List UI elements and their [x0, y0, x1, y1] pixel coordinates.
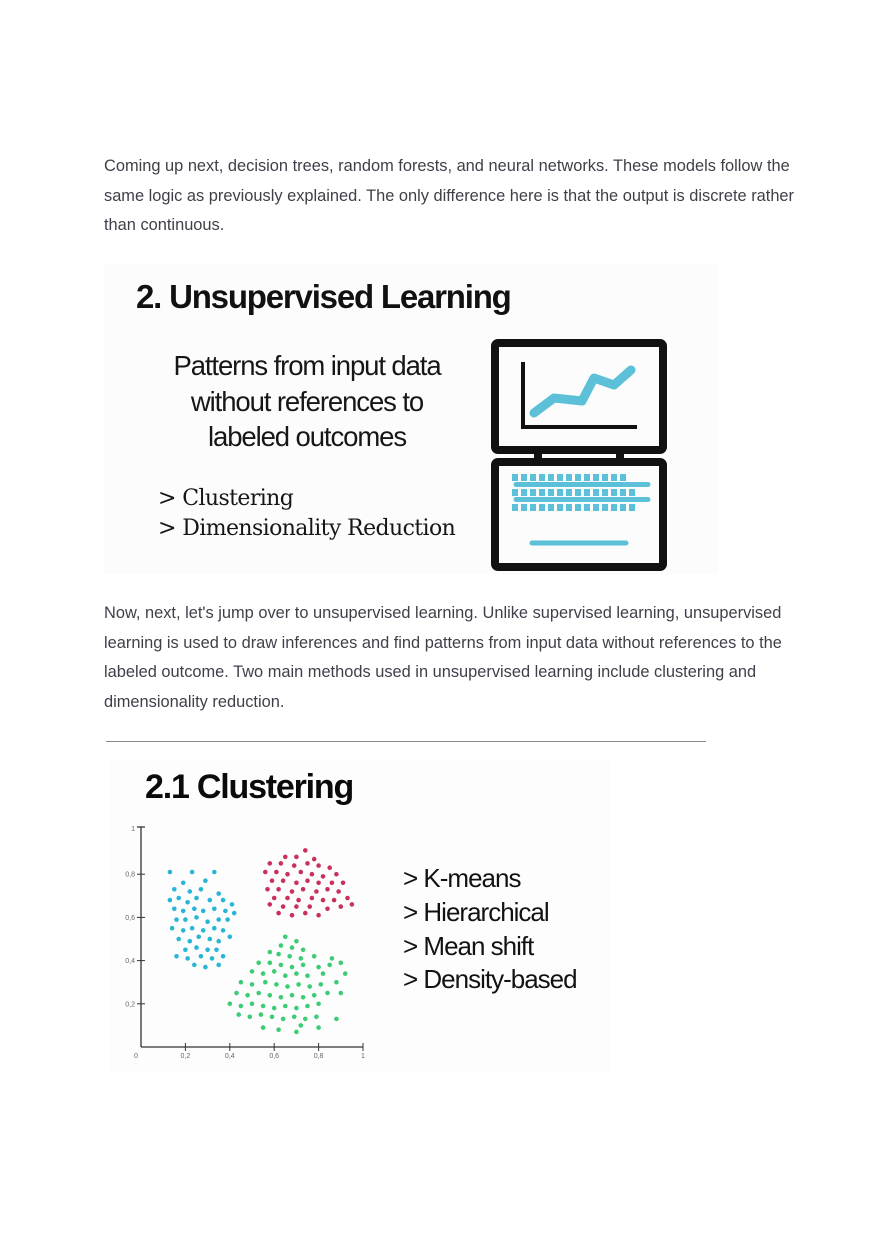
data-point — [274, 870, 279, 875]
data-point — [316, 1025, 321, 1030]
data-point — [259, 1012, 264, 1017]
data-point — [261, 971, 266, 976]
keyboard-key — [602, 504, 608, 511]
cluster-scatter-plot — [110, 760, 380, 1072]
data-point — [223, 909, 228, 914]
keyboard-key — [611, 504, 617, 511]
x-tick-label: 0,8 — [313, 1053, 324, 1060]
keyboard-key — [602, 474, 608, 481]
data-point — [196, 935, 201, 940]
method-item-clustering: > Clustering — [158, 486, 294, 511]
data-point — [330, 956, 335, 961]
data-point — [294, 855, 299, 860]
intro-paragraph: Coming up next, decision trees, random forests, and neural networks. These models follow the same logic as previously explained. The only difference here is that the output is discrete rather than continuous. — [104, 157, 795, 235]
algorithm-item-mean-shift: > Mean shift — [403, 930, 534, 961]
data-point — [290, 965, 295, 970]
data-point — [172, 887, 177, 892]
data-point — [245, 993, 250, 998]
data-point — [334, 872, 339, 877]
data-point — [221, 928, 226, 933]
data-point — [176, 896, 181, 901]
data-point — [221, 954, 226, 959]
data-point — [199, 954, 204, 959]
data-point — [199, 887, 204, 892]
keyboard-rows — [512, 474, 648, 511]
data-point — [279, 963, 284, 968]
data-point — [205, 919, 210, 924]
data-point — [292, 863, 297, 868]
data-point — [285, 896, 290, 901]
data-point — [290, 889, 295, 894]
data-point — [201, 909, 206, 914]
data-point — [316, 913, 321, 918]
data-point — [192, 963, 197, 968]
slide-title: 2.1 Clustering — [145, 768, 354, 806]
algorithm-list — [403, 862, 577, 997]
data-point — [261, 1004, 266, 1009]
data-point — [327, 865, 332, 870]
x-tick-label: 0,6 — [269, 1053, 280, 1060]
data-point — [272, 896, 277, 901]
description-line: without references to — [190, 385, 424, 417]
data-point — [216, 891, 221, 896]
method-list — [158, 484, 455, 544]
keyboard-key — [584, 504, 590, 511]
data-point — [236, 1012, 241, 1017]
data-point — [316, 1002, 321, 1007]
data-point — [174, 954, 179, 959]
keyboard-key — [512, 489, 518, 496]
keyboard-key — [539, 489, 545, 496]
algorithm-item-k-means: > K-means — [403, 863, 521, 893]
data-point — [268, 902, 273, 907]
data-point — [268, 993, 273, 998]
keyboard-key — [593, 474, 599, 481]
data-point — [294, 1030, 299, 1035]
data-point — [345, 896, 350, 901]
data-point — [350, 902, 355, 907]
data-point — [281, 878, 286, 883]
data-point — [316, 863, 321, 868]
data-point — [294, 881, 299, 886]
data-point — [174, 917, 179, 922]
data-point — [321, 898, 326, 903]
data-point — [305, 973, 310, 978]
keyboard-key — [575, 489, 581, 496]
data-point — [305, 878, 310, 883]
data-point — [250, 982, 255, 987]
data-point — [212, 926, 217, 931]
x-tick-label: 0,4 — [224, 1053, 235, 1060]
keyboard-key — [530, 474, 536, 481]
data-point — [303, 1017, 308, 1022]
series-crimson-cluster — [263, 848, 354, 917]
data-point — [314, 1015, 319, 1020]
data-point — [256, 991, 261, 996]
data-point — [225, 917, 230, 922]
data-point — [301, 995, 306, 1000]
data-point — [334, 980, 339, 985]
y-tick-label: 0,4 — [125, 958, 135, 966]
data-point — [181, 881, 186, 886]
algorithm-item-hierarchical: > Hierarchical — [403, 896, 549, 927]
data-point — [188, 939, 193, 944]
data-point — [294, 1006, 299, 1011]
x-tick-label: 0 — [134, 1053, 138, 1060]
data-point — [232, 911, 237, 916]
keyboard-key — [620, 504, 626, 511]
data-point — [290, 913, 295, 918]
data-point — [305, 1004, 310, 1009]
data-point — [228, 935, 233, 940]
data-point — [216, 963, 221, 968]
data-point — [230, 902, 235, 907]
data-point — [285, 872, 290, 877]
keyboard-key — [566, 489, 572, 496]
data-point — [216, 917, 221, 922]
data-point — [183, 917, 188, 922]
data-point — [276, 887, 281, 892]
keyboard-key — [575, 504, 581, 511]
data-point — [268, 861, 273, 866]
data-point — [294, 971, 299, 976]
data-point — [201, 928, 206, 933]
data-point — [341, 881, 346, 886]
data-point — [316, 881, 321, 886]
data-point — [250, 1002, 255, 1007]
data-point — [283, 935, 288, 940]
keyboard-key — [566, 474, 572, 481]
keyboard-key — [620, 489, 626, 496]
keyboard-key — [512, 474, 518, 481]
data-point — [170, 926, 175, 931]
data-point — [312, 954, 317, 959]
data-point — [194, 945, 199, 950]
data-point — [212, 907, 217, 912]
data-point — [192, 907, 197, 912]
data-point — [194, 915, 199, 920]
keyboard-key — [593, 504, 599, 511]
data-point — [299, 1023, 304, 1028]
keyboard-key — [521, 489, 527, 496]
keyboard-key — [629, 504, 635, 511]
data-point — [279, 995, 284, 1000]
data-point — [203, 965, 208, 970]
data-point — [208, 898, 213, 903]
data-point — [276, 911, 281, 916]
data-point — [239, 1004, 244, 1009]
data-point — [343, 971, 348, 976]
data-point — [325, 887, 330, 892]
data-point — [181, 928, 186, 933]
x-tick-label: 0,2 — [180, 1053, 191, 1060]
data-point — [279, 943, 284, 948]
data-point — [339, 961, 344, 966]
data-point — [299, 956, 304, 961]
unsupervised-learning-slide — [104, 264, 718, 574]
algorithm-item-density-based: > Density-based — [403, 964, 577, 995]
data-point — [183, 948, 188, 953]
data-point — [330, 881, 335, 886]
data-point — [325, 991, 330, 996]
data-point — [194, 896, 199, 901]
keyboard-key — [611, 474, 617, 481]
data-point — [307, 904, 312, 909]
data-point — [307, 984, 312, 989]
data-point — [287, 954, 292, 959]
data-point — [276, 1027, 281, 1032]
data-point — [305, 861, 310, 866]
keyboard-key — [539, 474, 545, 481]
keyboard-key — [548, 474, 554, 481]
data-point — [281, 904, 286, 909]
keyboard-key — [557, 489, 563, 496]
data-point — [205, 948, 210, 953]
data-point — [303, 848, 308, 853]
data-point — [294, 904, 299, 909]
data-point — [332, 898, 337, 903]
keyboard-key — [611, 489, 617, 496]
data-point — [268, 961, 273, 966]
data-point — [228, 1002, 233, 1007]
data-point — [263, 870, 268, 875]
data-point — [301, 887, 306, 892]
data-point — [316, 965, 321, 970]
data-point — [339, 991, 344, 996]
description-line: Patterns from input data — [173, 350, 441, 381]
keyboard-key — [557, 474, 563, 481]
keyboard-key — [521, 504, 527, 511]
data-point — [190, 870, 195, 875]
slide-description — [144, 348, 470, 455]
data-point — [339, 904, 344, 909]
data-point — [212, 870, 217, 875]
data-point — [321, 971, 326, 976]
data-point — [301, 948, 306, 953]
computer-chart-icon — [490, 338, 670, 572]
data-point — [265, 887, 270, 892]
data-point — [203, 878, 208, 883]
data-point — [234, 991, 239, 996]
data-point — [290, 993, 295, 998]
data-point — [292, 1015, 297, 1020]
data-point — [168, 870, 173, 875]
data-point — [270, 1015, 275, 1020]
data-point — [336, 889, 341, 894]
y-tick-label: 0,6 — [125, 914, 135, 922]
keyboard-key — [629, 489, 635, 496]
data-point — [185, 956, 190, 961]
y-tick-label: 1 — [131, 826, 135, 833]
description-line: labeled outcomes — [208, 421, 406, 452]
data-point — [281, 1017, 286, 1022]
y-tick-label: 0,8 — [125, 871, 135, 879]
data-point — [168, 898, 173, 903]
data-point — [263, 980, 268, 985]
keyboard-key — [530, 504, 536, 511]
data-point — [327, 963, 332, 968]
keyboard-key — [620, 474, 626, 481]
data-point — [172, 907, 177, 912]
keyboard-key — [521, 474, 527, 481]
data-point — [299, 870, 304, 875]
data-point — [303, 911, 308, 916]
data-point — [310, 872, 315, 877]
data-point — [312, 857, 317, 862]
data-point — [279, 861, 284, 866]
data-point — [216, 939, 221, 944]
keyboard-key — [584, 474, 590, 481]
data-point — [239, 980, 244, 985]
data-point — [261, 1025, 266, 1030]
data-point — [283, 1004, 288, 1009]
data-point — [190, 926, 195, 931]
data-point — [248, 1015, 253, 1020]
data-point — [181, 909, 186, 914]
data-point — [310, 896, 315, 901]
data-point — [314, 889, 319, 894]
data-point — [214, 948, 219, 953]
data-point — [250, 969, 255, 974]
data-point — [296, 898, 301, 903]
section-divider — [106, 741, 706, 742]
data-point — [185, 900, 190, 905]
data-point — [272, 1006, 277, 1011]
data-point — [272, 969, 277, 974]
data-point — [296, 982, 301, 987]
keyboard-key — [548, 504, 554, 511]
data-point — [210, 956, 215, 961]
data-point — [188, 889, 193, 894]
keyboard-key — [602, 489, 608, 496]
unsupervised-paragraph: Now, next, let's jump over to unsupervised learning. Unlike supervised learning, unsupervised learning is used to draw inferences and find patterns from input data without references to the labeled outcome. Two main methods used in unsupervised learning include clustering and dimensionality reduction. — [104, 604, 782, 711]
data-point — [294, 939, 299, 944]
keyboard-key — [548, 489, 554, 496]
data-point — [208, 937, 213, 942]
data-point — [270, 878, 275, 883]
keyboard-key — [539, 504, 545, 511]
series-green-cluster — [228, 935, 348, 1035]
data-point — [176, 937, 181, 942]
y-tick-label: 0,2 — [125, 1001, 135, 1009]
keyboard-key — [575, 474, 581, 481]
data-point — [325, 907, 330, 912]
slide-title: 2. Unsupervised Learning — [136, 278, 511, 315]
keyboard-key — [557, 504, 563, 511]
data-point — [319, 982, 324, 987]
x-tick-label: 1 — [361, 1053, 365, 1060]
clustering-slide — [110, 760, 610, 1072]
data-point — [321, 874, 326, 879]
keyboard-key — [584, 489, 590, 496]
data-point — [334, 1017, 339, 1022]
data-point — [268, 950, 273, 955]
data-point — [285, 984, 290, 989]
data-point — [276, 952, 281, 957]
data-point — [221, 898, 226, 903]
keyboard-key — [530, 489, 536, 496]
data-point — [290, 945, 295, 950]
data-point — [312, 993, 317, 998]
data-point — [301, 963, 306, 968]
keyboard-key — [566, 504, 572, 511]
method-item-dimensionality-reduction: > Dimensionality Reduction — [158, 516, 456, 541]
keyboard-key — [512, 504, 518, 511]
keyboard-key — [593, 489, 599, 496]
data-point — [274, 982, 279, 987]
data-point — [283, 855, 288, 860]
series-cyan-cluster — [168, 870, 237, 970]
data-point — [283, 973, 288, 978]
data-point — [256, 961, 261, 966]
